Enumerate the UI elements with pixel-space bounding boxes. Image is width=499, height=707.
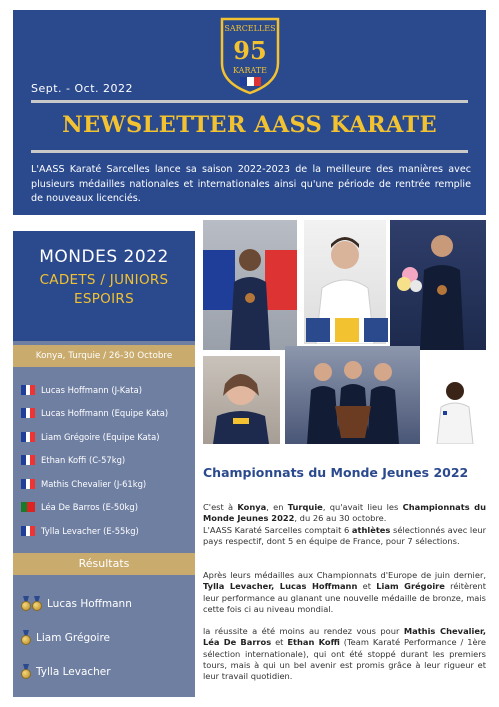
divider-top <box>31 100 468 103</box>
block-navy <box>364 318 388 342</box>
france-flag-icon <box>21 455 35 465</box>
event-heading: MONDES 2022 <box>39 247 169 267</box>
athlete-name: Liam Grégoire (Equipe Kata) <box>41 431 160 442</box>
photo-athlete-white <box>425 375 486 444</box>
athlete-name: Lucas Hoffmann (J-Kata) <box>41 384 142 395</box>
event-category-1: CADETS / JUNIORS <box>39 272 169 288</box>
list-item <box>21 496 193 520</box>
logo-number: 95 <box>233 36 267 65</box>
photo-team-kata <box>285 346 420 444</box>
list-item <box>21 621 193 655</box>
france-flag-icon <box>21 526 35 536</box>
block-navy <box>306 318 330 342</box>
list-item <box>21 402 193 426</box>
bronze-medal-icon <box>21 664 31 680</box>
issue-dates: Sept. - Oct. 2022 <box>31 82 134 95</box>
logo-bottom-text: KARATE <box>233 66 267 75</box>
list-item <box>21 425 193 449</box>
sidebar <box>13 231 195 697</box>
france-flag-icon <box>21 385 35 395</box>
block-gold <box>335 318 359 342</box>
article-paragraph-3: la réussite a été moins au rendez vous pour Mathis Chevalier, Léa De Barros et Ethan Koffi (Team Karaté Performance / 1ère sélection internationale), qui ont été stoppé durant les premiers tours, mais à qui un bel avenir est promis grâce à leur rigueur et leur travail quotidien. <box>203 626 487 682</box>
list-item <box>21 587 193 621</box>
logo-top-text: SARCELLES <box>224 24 276 33</box>
newsletter-title: NEWSLETTER AASS KARATE <box>62 112 437 138</box>
list-item <box>21 655 193 689</box>
article-paragraph-2: Après leurs médailles aux Championnats d'Europe de juin dernier, Tylla Levacher, Lucas Hoffmann et Liam Grégoire réitèrent leur performance au glanant une nouvelle médaille de bronze, mais cette fois ci au niveau mondial. <box>203 570 486 614</box>
bronze-medal-icon <box>21 630 31 646</box>
list-item <box>21 472 193 496</box>
france-flag-icon <box>21 479 35 489</box>
list-item <box>21 449 193 473</box>
photo-athlete-smiling <box>203 356 280 444</box>
list-item <box>21 378 193 402</box>
athlete-name: Mathis Chevalier (J-61kg) <box>41 478 147 489</box>
results-list <box>21 587 193 689</box>
athlete-name: Léa De Barros (E-50kg) <box>41 502 138 513</box>
list-item <box>21 519 193 543</box>
bronze-medal-icon <box>21 596 31 612</box>
event-category-2: ESPOIRS <box>74 291 134 307</box>
athlete-name: Ethan Koffi (C-57kg) <box>41 455 126 466</box>
article-title: Championnats du Monde Jeunes 2022 <box>203 465 469 480</box>
photo-athlete-bouquet <box>390 220 486 350</box>
portugal-flag-icon <box>21 502 35 512</box>
divider-bottom <box>31 150 468 153</box>
medalist-name: Liam Grégoire <box>36 632 111 644</box>
medalist-name: Tylla Levacher <box>36 666 111 678</box>
athlete-name: Lucas Hoffmann (Equipe Kata) <box>41 408 169 419</box>
france-flag-icon <box>21 432 35 442</box>
medalist-name: Lucas Hoffmann <box>47 598 132 610</box>
bronze-medal-icon <box>32 596 42 612</box>
article-paragraph-1: C'est à Konya, en Turquie, qu'avait lieu les Championnats du Monde Jeunes 2022, du 26 au 30 octobre. L'AASS Karaté Sarcelles comptait 6 athlètes sélectionnés avec leur pays respectif, dont 5 en équipe de France, pour 7 sélections. <box>203 502 487 546</box>
france-flag-icon <box>21 408 35 418</box>
athlete-name: Tylla Levacher (E-55kg) <box>41 525 139 536</box>
header-banner <box>13 10 486 215</box>
club-logo <box>218 15 282 95</box>
photo-athlete-flag <box>203 220 297 350</box>
decorative-blocks <box>306 318 388 340</box>
results-heading: Résultats <box>13 553 195 575</box>
intro-text: L'AASS Karaté Sarcelles lance sa saison 2022-2023 de la meilleure des manières avec plusieurs médailles nationales et internationales ainsi qu'une période de rentrée remplie de nouveaux licenciés. <box>31 164 471 204</box>
event-heading-box <box>13 231 195 341</box>
event-location: Konya, Turquie / 26-30 Octobre <box>13 345 195 367</box>
athlete-list <box>21 378 193 543</box>
